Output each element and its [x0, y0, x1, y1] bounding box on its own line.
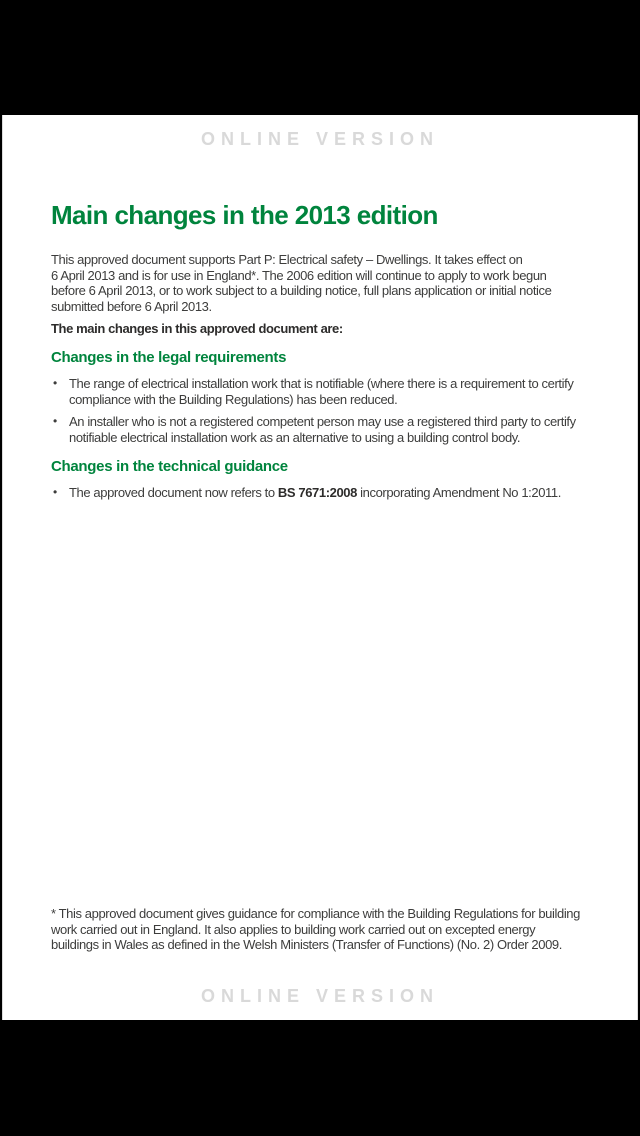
bullet-text-pre: The approved document now refers to — [69, 485, 278, 500]
bullet-text — [69, 485, 561, 501]
bullet-dot-icon: • — [53, 414, 57, 428]
bullet-item — [53, 485, 561, 501]
bullet-text-bold: BS 7671:2008 — [277, 485, 357, 500]
footnote-line: buildings in Wales as defined in the Welsh Ministers (Transfer of Functions) (No. 2) Order 2009. — [51, 937, 562, 952]
page-title: Main changes in the 2013 edition — [51, 200, 438, 230]
intro-line: 6 April 2013 and is for use in England*. The 2006 edition will continue to apply to work begun — [51, 267, 547, 283]
online-version-watermark-top: ONLINE VERSION — [200, 129, 440, 149]
bullet-text — [69, 414, 576, 445]
bullet-dot-icon: • — [53, 485, 57, 499]
intro-paragraph — [51, 252, 595, 314]
bullet-line: An installer who is not a registered competent person may use a registered third party to certify — [69, 414, 576, 429]
intro-line: before 6 April 2013, or to work subject to a building notice, full plans application or initial notice — [51, 283, 552, 298]
bullet-line: notifiable electrical installation work as an alternative to using a building control body. — [69, 429, 521, 445]
lead-sentence: The main changes in this approved document are: — [51, 321, 343, 336]
intro-line: This approved document supports Part P: Electrical safety – Dwellings. It takes effect on — [51, 252, 523, 267]
bullet-line: compliance with the Building Regulations) has been reduced. — [69, 391, 398, 407]
footnote — [51, 906, 595, 953]
bullet-line: The range of electrical installation work that is notifiable (where there is a requirement to certify — [69, 376, 574, 391]
footnote-line: work carried out in England. It also applies to building work carried out on excepted energy — [51, 921, 536, 937]
bullet-dot-icon: • — [53, 376, 57, 390]
online-version-watermark-bottom: ONLINE VERSION — [200, 986, 440, 1006]
intro-line: submitted before 6 April 2013. — [51, 298, 212, 314]
document-page — [2, 115, 638, 1020]
bullet-item — [53, 414, 576, 445]
bullet-item — [53, 376, 573, 407]
section-heading-legal-requirements: Changes in the legal requirements — [51, 349, 287, 366]
section-heading-technical-guidance: Changes in the technical guidance — [51, 458, 288, 475]
footnote-line: * This approved document gives guidance for compliance with the Building Regulations for building — [51, 906, 580, 921]
bullet-text — [69, 376, 573, 407]
bullet-text-post: incorporating Amendment No 1:2011. — [356, 485, 561, 500]
